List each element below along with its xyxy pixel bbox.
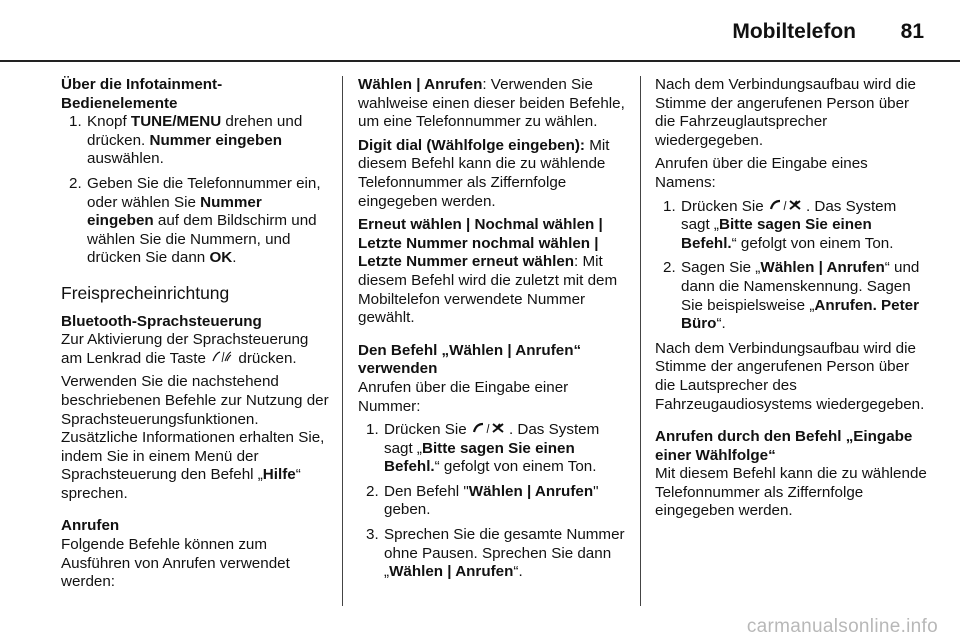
page-title: Mobiltelefon [732, 20, 856, 43]
header-divider [0, 60, 960, 62]
numbered-list [655, 198, 927, 334]
section-heading: Freisprecheinrichtung [61, 282, 230, 303]
paragraph: Verwenden Sie die nachstehend beschriebenen Befehle zur Nutzung der Sprachsteuerungsfunktionen. Zusätzliche Informationen erhalten Sie, indem Sie in einem Menü der Sprachsteuerung den Befehl „Hilfe“ sprechen. [61, 373, 329, 502]
paragraph: Mit diesem Befehl kann die zu wählende Telefonnummer als Ziffernfolge eingegeben werden. [655, 465, 927, 520]
list-item: 2. Geben Sie die Telefonnummer ein, oder wählen Sie Nummer eingeben auf dem Bildschirm und wählen Sie die Nummern, und drücken Sie dann OK. [69, 174, 321, 267]
paragraph: Wählen | Anrufen: Verwenden Sie wahlweise einen dieser beiden Befehle, um eine Telefonnummer zu wählen. [358, 76, 625, 131]
list-item: 2. Den Befehl "Wählen | Anrufen" geben. [366, 482, 599, 519]
list-item: 1. Drücken Sie . Das System sagt „Bitte sagen Sie einen Befehl.“ gefolgt von einem Ton. [366, 421, 600, 476]
voice-command-icon [212, 350, 232, 369]
paragraph: Anrufen über die Eingabe eines Namens: [655, 155, 868, 191]
column-2 [358, 76, 630, 588]
column-1 [61, 76, 329, 597]
paragraph: Anrufen über die Eingabe einer Nummer: [358, 378, 569, 415]
subheading: Bluetooth-Sprachsteuerung [61, 312, 262, 330]
watermark: carmanualsonline.info [746, 616, 938, 637]
phone-talk-icon [473, 421, 507, 440]
numbered-list [358, 421, 630, 582]
page-header [0, 0, 960, 62]
subheading: Anrufen [61, 517, 120, 535]
column-divider [342, 76, 343, 606]
paragraph: Digit dial (Wählfolge eingeben): Mit diesem Befehl kann die zu wählende Telefonnummer als Ziffernfolge eingegeben werden. [358, 136, 610, 210]
paragraph: Zur Aktivierung der Sprachsteuerung am Lenkrad die Taste drücken. [61, 331, 309, 367]
list-item: 3. Sprechen Sie die gesamte Nummer ohne Pausen. Sprechen Sie dann „Wählen | Anrufen“. [366, 526, 625, 581]
subheading: Anrufen durch den Befehl „Eingabe einer Wählfolge“ [655, 428, 913, 464]
page-number: 81 [900, 20, 924, 43]
paragraph: Erneut wählen | Nochmal wählen | Letzte Nummer nochmal wählen | Letzte Nummer erneut wählen: Mit diesem Befehl wird die zuletzt mit dem Mobiltelefon verwendete Nummer gewählt. [358, 216, 618, 327]
column-divider [640, 76, 641, 606]
column-3 [655, 76, 927, 526]
list-item: 1. Knopf TUNE/MENU drehen und drücken. Nummer eingeben auswählen. [69, 113, 303, 168]
paragraph: Nach dem Verbindungsaufbau wird die Stimme der angerufenen Person über die Lautsprecher des Fahrzeugaudiosystems wiedergegeben. [655, 339, 925, 413]
list-item: 2. Sagen Sie „Wählen | Anrufen“ und dann die Namenskennung. Sagen Sie beispielsweise „Anrufen. Peter Büro“. [663, 259, 920, 333]
paragraph: Nach dem Verbindungsaufbau wird die Stimme der angerufenen Person über die Fahrzeuglautsprecher wiedergegeben. [655, 76, 916, 149]
paragraph: Folgende Befehle können zum Ausführen von Anrufen verwendet werden: [61, 536, 290, 591]
subheading: Über die Infotainment-Bedienelemente [61, 76, 223, 112]
numbered-list [61, 113, 329, 268]
list-item: 1. Drücken Sie . Das System sagt „Bitte sagen Sie einen Befehl.“ gefolgt von einem Ton. [663, 197, 897, 252]
phone-talk-icon [770, 198, 804, 217]
subheading: Den Befehl „Wählen | Anrufen“ verwenden [358, 341, 582, 378]
